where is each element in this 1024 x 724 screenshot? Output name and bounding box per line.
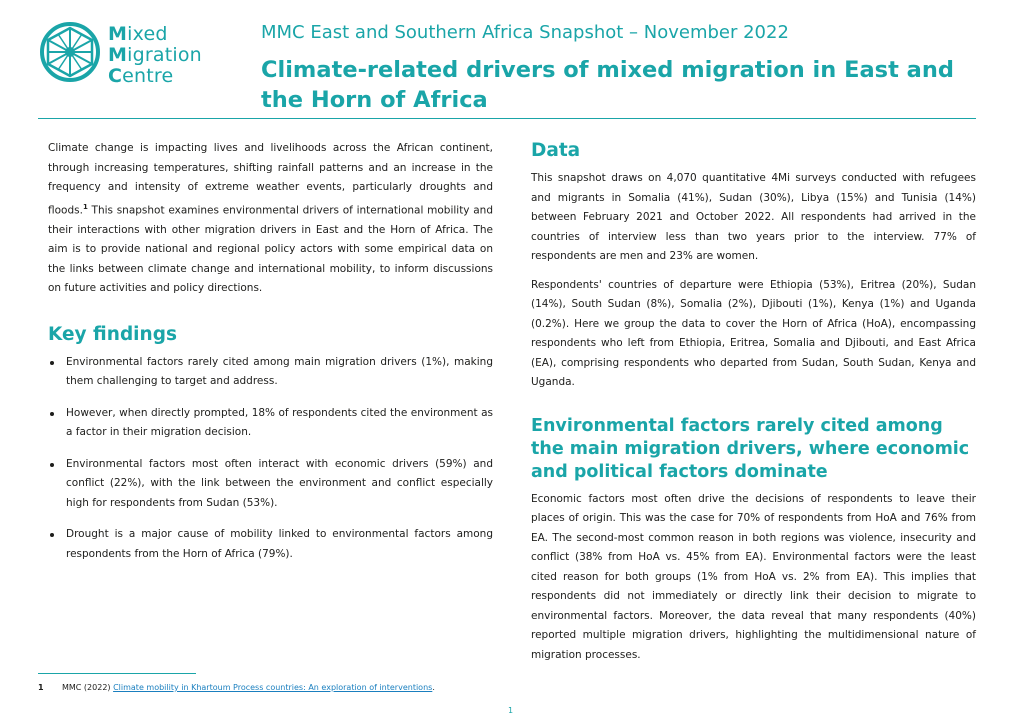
intro-text-a: Climate change is impacting lives and livelihoods across the African continent, through increasing temperatures, shifting rainfall patterns and an increase in the frequency and intensity of extreme weather events, particularly droughts and floods. bbox=[48, 142, 493, 216]
key-finding-item: However, when directly prompted, 18% of respondents cited the environment as a factor in their migration decision. bbox=[48, 404, 493, 443]
right-column bbox=[531, 139, 976, 665]
snapshot-kicker: MMC East and Southern Africa Snapshot – November 2022 bbox=[261, 22, 789, 43]
footnote-divider bbox=[38, 673, 196, 674]
data-paragraph-2: Respondents' countries of departure were Ethiopia (53%), Eritrea (20%), Sudan (14%), South Sudan (8%), Somalia (2%), Djibouti (1%), Kenya (1%) and Uganda (0.2%). Here we group the data to cover the Horn of Africa (HoA), encompassing respondents who left from Ethiopia, Eritrea, Somalia and Djibouti, and East Africa (EA), comprising respondents who departed from Sudan, South Sudan, Kenya and Uganda. bbox=[531, 278, 976, 388]
key-finding-item: Drought is a major cause of mobility linked to environmental factors among respondents from the Horn of Africa (79%). bbox=[48, 525, 493, 564]
footnote-suffix: . bbox=[432, 683, 435, 692]
footnote-number: 1 bbox=[38, 683, 44, 692]
left-column bbox=[48, 139, 493, 576]
data-paragraph-1: This snapshot draws on 4,070 quantitative 4Mi surveys conducted with refugees and migrants in Somalia (41%), Sudan (30%), Libya (15%) and Tunisia (14%) between February 2021 and October 2022. All respondents had arrived in the countries of interview less than two years prior to the interview. 77% of respondents are men and 23% are women. bbox=[531, 172, 976, 262]
key-finding-item: Environmental factors most often interact with economic drivers (59%) and conflict (22%), with the link between the environment and conflict especially high for respondents from Sudan (53%). bbox=[48, 455, 493, 514]
intro-text-b: This snapshot examines environmental drivers of international mobility and their interactions with other migration drivers in East and the Horn of Africa. The aim is to provide national and regional policy actors with some empirical data on the links between climate change and international mobility, to inform discussions on future activities and policy directions. bbox=[48, 204, 493, 294]
key-findings-list bbox=[48, 353, 493, 565]
environmental-factors-heading: Environmental factors rarely cited among the main migration drivers, where economic and political factors dominate bbox=[531, 415, 970, 482]
footnote-ref[interactable]: 1 bbox=[82, 202, 88, 211]
intro-paragraph bbox=[48, 139, 493, 299]
footnote bbox=[38, 683, 435, 692]
page-number: 1 bbox=[508, 706, 514, 715]
data-heading: Data bbox=[531, 140, 581, 161]
header-divider bbox=[38, 118, 976, 119]
key-findings-heading: Key findings bbox=[48, 323, 177, 345]
page-title: Climate-related drivers of mixed migration in East and the Horn of Africa bbox=[261, 57, 954, 113]
environmental-paragraph: Economic factors most often drive the decisions of respondents to leave their places of origin. This was the case for 70% of respondents from HoA and 76% from EA. The second-most common reason in both regions was violence, insecurity and conflict (38% from HoA vs. 45% from EA). Environmental factors were the least cited reason for both groups (1% from HoA vs. 2% from EA). This implies that respondents did not immediately or directly link their decision to migrate to environmental factors. Moreover, the data reveal that many respondents (40%) reported multiple migration drivers, highlighting the multidimensional nature of migration processes. bbox=[531, 492, 976, 661]
logo-wordmark: Mixed Migration Centre bbox=[108, 23, 202, 87]
globe-network-icon bbox=[38, 20, 102, 84]
footnote-prefix: MMC (2022) bbox=[62, 683, 114, 692]
key-finding-item: Environmental factors rarely cited among main migration drivers (1%), making them challenging to target and address. bbox=[48, 353, 493, 392]
mmc-logo bbox=[38, 20, 210, 100]
footnote-link[interactable]: Climate mobility in Khartoum Process countries: An exploration of interventions bbox=[113, 683, 433, 692]
